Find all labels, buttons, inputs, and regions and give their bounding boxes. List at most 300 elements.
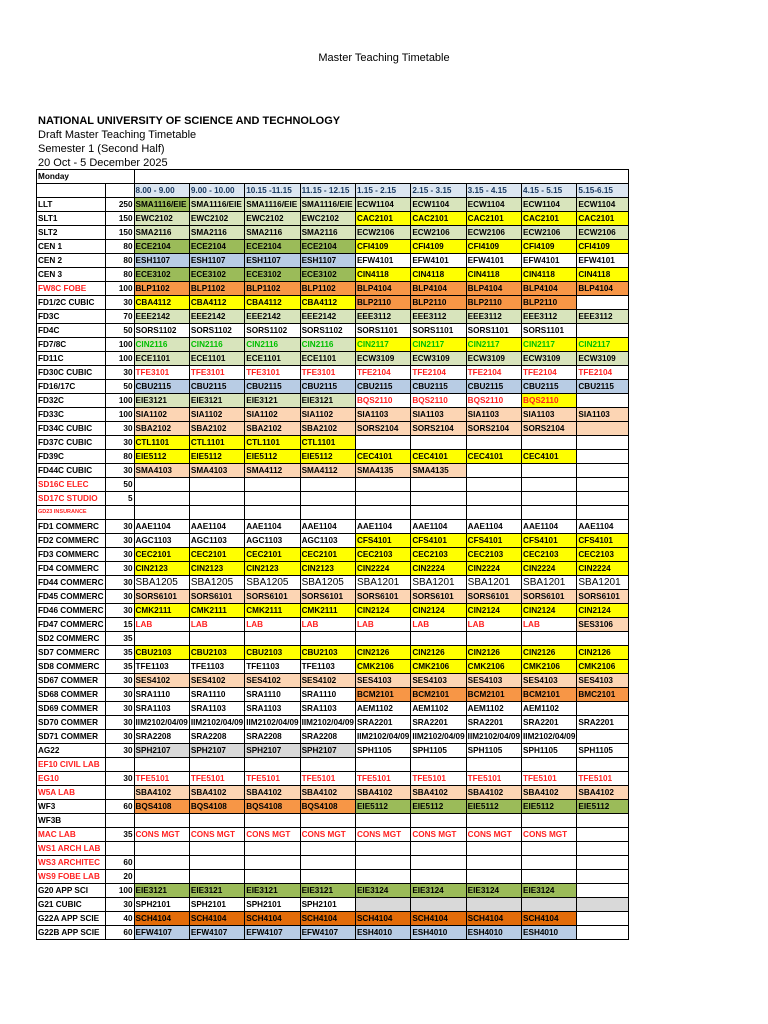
- course-cell: CONS MGT: [300, 828, 355, 842]
- timetable-row: [37, 772, 629, 786]
- course-cell: CBU2115: [577, 380, 629, 394]
- course-cell: CFS4101: [355, 534, 410, 548]
- course-cell: [577, 856, 629, 870]
- course-cell: [355, 436, 410, 450]
- capacity-cell: 50: [105, 324, 134, 338]
- course-cell: [522, 758, 577, 772]
- course-cell: LAB: [411, 618, 466, 632]
- course-cell: CBU2103: [134, 646, 189, 660]
- course-cell: TFE5101: [300, 772, 355, 786]
- course-cell: CBA4112: [245, 296, 300, 310]
- room-name-cell: CEN 2: [37, 254, 106, 268]
- course-cell: [300, 758, 355, 772]
- day-label: Monday: [37, 170, 135, 184]
- course-cell: CEC2101: [245, 548, 300, 562]
- timetable-row: [37, 212, 629, 226]
- course-cell: CIN2124: [577, 604, 629, 618]
- course-cell: CIN4118: [466, 268, 521, 282]
- course-cell: CFS4101: [577, 534, 629, 548]
- course-cell: EIE5112: [466, 800, 521, 814]
- course-cell: [577, 632, 629, 646]
- course-cell: SES4102: [300, 674, 355, 688]
- timetable-row: [37, 296, 629, 310]
- course-cell: BLP2110: [411, 296, 466, 310]
- course-cell: SBA1201: [411, 576, 466, 590]
- course-cell: SBA4102: [189, 786, 244, 800]
- course-cell: EWC2102: [134, 212, 189, 226]
- room-name-cell: SD8 COMMERC: [37, 660, 106, 674]
- course-cell: SRA1103: [189, 702, 244, 716]
- course-cell: SIA1103: [522, 408, 577, 422]
- course-cell: CEC4101: [466, 450, 521, 464]
- course-cell: BLP4104: [522, 282, 577, 296]
- course-cell: EEE2142: [134, 310, 189, 324]
- capacity-cell: [105, 842, 134, 856]
- course-cell: CTL1101: [134, 436, 189, 450]
- course-cell: [577, 884, 629, 898]
- capacity-cell: 30: [105, 548, 134, 562]
- timetable-row: [37, 534, 629, 548]
- course-cell: [355, 478, 410, 492]
- course-cell: [411, 436, 466, 450]
- course-cell: SRA2201: [466, 716, 521, 730]
- course-cell: SBA4102: [134, 786, 189, 800]
- course-cell: ECE2104: [245, 240, 300, 254]
- course-cell: TFE5101: [355, 772, 410, 786]
- course-cell: [466, 506, 521, 520]
- course-cell: ECE3102: [300, 268, 355, 282]
- course-cell: EIE5112: [134, 450, 189, 464]
- course-cell: [355, 842, 410, 856]
- room-name-cell: FD16/17C: [37, 380, 106, 394]
- course-cell: CMK2111: [300, 604, 355, 618]
- course-cell: [577, 758, 629, 772]
- room-name-cell: SD17C STUDIO: [37, 492, 106, 506]
- course-cell: EIE3124: [466, 884, 521, 898]
- course-cell: EFW4101: [411, 254, 466, 268]
- time-slot-header: 4.15 - 5.15: [522, 184, 577, 198]
- course-cell: [300, 842, 355, 856]
- course-cell: SPH1105: [411, 744, 466, 758]
- course-cell: SMA2116: [300, 226, 355, 240]
- room-name-cell: W5A LAB: [37, 786, 106, 800]
- course-cell: [189, 842, 244, 856]
- timetable-row: [37, 436, 629, 450]
- course-cell: BLP2110: [522, 296, 577, 310]
- course-cell: EIE3121: [134, 884, 189, 898]
- course-cell: SBA1205: [300, 576, 355, 590]
- capacity-cell: 150: [105, 212, 134, 226]
- course-cell: BLP4104: [411, 282, 466, 296]
- course-cell: SORS1102: [300, 324, 355, 338]
- course-cell: CAC2101: [355, 212, 410, 226]
- course-cell: AAE1104: [577, 520, 629, 534]
- course-cell: SMA2116: [134, 226, 189, 240]
- timetable-row: [37, 632, 629, 646]
- course-cell: CIN4118: [355, 268, 410, 282]
- course-cell: [577, 506, 629, 520]
- course-cell: CTL1101: [300, 436, 355, 450]
- course-cell: [466, 436, 521, 450]
- course-cell: SBA2102: [245, 422, 300, 436]
- timetable-row: [37, 492, 629, 506]
- capacity-cell: 30: [105, 436, 134, 450]
- course-cell: ECE2104: [134, 240, 189, 254]
- course-cell: EWC2102: [300, 212, 355, 226]
- course-cell: LAB: [522, 618, 577, 632]
- course-cell: EIE5112: [355, 800, 410, 814]
- course-cell: IIM2102/04/09: [466, 730, 521, 744]
- course-cell: SBA1205: [189, 576, 244, 590]
- capacity-cell: 30: [105, 730, 134, 744]
- course-cell: BLP2110: [466, 296, 521, 310]
- capacity-cell: 80: [105, 268, 134, 282]
- timetable-row: [37, 884, 629, 898]
- course-cell: [245, 758, 300, 772]
- course-cell: EFW4101: [466, 254, 521, 268]
- timetable-row: [37, 240, 629, 254]
- course-cell: SORS6101: [577, 590, 629, 604]
- course-cell: CIN2126: [466, 646, 521, 660]
- course-cell: CIN2126: [355, 646, 410, 660]
- course-cell: CTL1101: [189, 436, 244, 450]
- course-cell: CEC4101: [411, 450, 466, 464]
- timetable-row: [37, 310, 629, 324]
- time-slot-header: 9.00 - 10.00: [189, 184, 244, 198]
- course-cell: CBU2115: [300, 380, 355, 394]
- course-cell: SMA1116/EIE: [300, 198, 355, 212]
- timetable-table: [36, 169, 629, 940]
- course-cell: TFE5101: [411, 772, 466, 786]
- timetable-row: [37, 324, 629, 338]
- course-cell: SBA2102: [189, 422, 244, 436]
- course-cell: CIN4118: [577, 268, 629, 282]
- course-cell: CFS4101: [466, 534, 521, 548]
- course-cell: SMA4103: [134, 464, 189, 478]
- course-cell: SRA2208: [134, 730, 189, 744]
- course-cell: LAB: [300, 618, 355, 632]
- course-cell: SIA1102: [189, 408, 244, 422]
- page-title: Master Teaching Timetable: [318, 52, 450, 64]
- course-cell: AGC1103: [189, 534, 244, 548]
- course-cell: [245, 492, 300, 506]
- course-cell: EIE3121: [300, 884, 355, 898]
- capacity-cell: 40: [105, 912, 134, 926]
- course-cell: CEC4101: [522, 450, 577, 464]
- course-cell: ECW1104: [577, 198, 629, 212]
- course-cell: EEE3112: [466, 310, 521, 324]
- course-cell: SORS6101: [466, 590, 521, 604]
- course-cell: SORS1102: [245, 324, 300, 338]
- course-cell: SPH1105: [466, 744, 521, 758]
- room-name-cell: FD37C CUBIC: [37, 436, 106, 450]
- day-row-spacer: [134, 170, 629, 184]
- course-cell: SRA1110: [189, 688, 244, 702]
- course-cell: [355, 814, 410, 828]
- room-name-cell: MAC LAB: [37, 828, 106, 842]
- timetable-row: [37, 478, 629, 492]
- course-cell: IIM2102/04/09: [300, 716, 355, 730]
- course-cell: [577, 478, 629, 492]
- capacity-cell: 30: [105, 534, 134, 548]
- course-cell: [522, 870, 577, 884]
- course-cell: [189, 856, 244, 870]
- course-cell: SPH1105: [522, 744, 577, 758]
- timetable-row: [37, 786, 629, 800]
- timetable-row: [37, 800, 629, 814]
- course-cell: CIN2116: [134, 338, 189, 352]
- course-cell: EFW4101: [577, 254, 629, 268]
- course-cell: [300, 478, 355, 492]
- capacity-cell: 80: [105, 240, 134, 254]
- course-cell: [245, 632, 300, 646]
- course-cell: SMA2116: [245, 226, 300, 240]
- course-cell: SPH2101: [134, 898, 189, 912]
- course-cell: SPH2107: [134, 744, 189, 758]
- document-subtitle: Draft Master Teaching Timetable: [38, 129, 197, 141]
- course-cell: LAB: [134, 618, 189, 632]
- course-cell: [466, 814, 521, 828]
- course-cell: [245, 842, 300, 856]
- course-cell: EIE3121: [189, 394, 244, 408]
- course-cell: ECE1101: [300, 352, 355, 366]
- course-cell: EEE2142: [300, 310, 355, 324]
- course-cell: [577, 422, 629, 436]
- course-cell: SBA4102: [411, 786, 466, 800]
- course-cell: CEC2103: [466, 548, 521, 562]
- room-name-cell: FD34C CUBIC: [37, 422, 106, 436]
- course-cell: EEE3112: [577, 310, 629, 324]
- timetable-row: [37, 912, 629, 926]
- course-cell: CIN2123: [134, 562, 189, 576]
- capacity-cell: 30: [105, 296, 134, 310]
- room-name-cell: FD47 COMMERC: [37, 618, 106, 632]
- capacity-cell: 100: [105, 884, 134, 898]
- course-cell: [522, 632, 577, 646]
- timetable-row: [37, 394, 629, 408]
- course-cell: ECW1104: [411, 198, 466, 212]
- course-cell: ESH1107: [245, 254, 300, 268]
- course-cell: CONS MGT: [134, 828, 189, 842]
- course-cell: ECW3109: [411, 352, 466, 366]
- course-cell: SPH2107: [189, 744, 244, 758]
- course-cell: BLP4104: [466, 282, 521, 296]
- course-cell: [300, 856, 355, 870]
- course-cell: [522, 436, 577, 450]
- course-cell: SBA1201: [466, 576, 521, 590]
- course-cell: ECW1104: [466, 198, 521, 212]
- course-cell: ECE2104: [300, 240, 355, 254]
- course-cell: EEE2142: [245, 310, 300, 324]
- course-cell: BQS4108: [245, 800, 300, 814]
- course-cell: [411, 856, 466, 870]
- course-cell: CAC2101: [522, 212, 577, 226]
- course-cell: CIN4118: [522, 268, 577, 282]
- course-cell: CBU2115: [189, 380, 244, 394]
- time-slot-header: 5.15-6.15: [577, 184, 629, 198]
- course-cell: [466, 464, 521, 478]
- course-cell: SORS6101: [522, 590, 577, 604]
- timetable-row: [37, 758, 629, 772]
- course-cell: [411, 758, 466, 772]
- capacity-cell: 70: [105, 310, 134, 324]
- course-cell: [466, 492, 521, 506]
- room-name-cell: FD33C: [37, 408, 106, 422]
- room-name-cell: WF3B: [37, 814, 106, 828]
- capacity-cell: 30: [105, 702, 134, 716]
- timetable-row: [37, 674, 629, 688]
- course-cell: CIN2117: [577, 338, 629, 352]
- capacity-cell: 30: [105, 464, 134, 478]
- room-name-cell: SD69 COMMER: [37, 702, 106, 716]
- course-cell: SES4102: [245, 674, 300, 688]
- course-cell: [577, 814, 629, 828]
- course-cell: [522, 506, 577, 520]
- course-cell: CFI4109: [522, 240, 577, 254]
- date-range: 20 Oct - 5 December 2025: [38, 157, 168, 169]
- day-row: [37, 170, 629, 184]
- course-cell: LAB: [466, 618, 521, 632]
- capacity-cell: 50: [105, 478, 134, 492]
- course-cell: SES4103: [577, 674, 629, 688]
- timetable-row: [37, 604, 629, 618]
- room-name-cell: LLT: [37, 198, 106, 212]
- timetable-row: [37, 198, 629, 212]
- course-cell: [411, 506, 466, 520]
- course-cell: SIA1102: [134, 408, 189, 422]
- course-cell: [189, 758, 244, 772]
- course-cell: ECW3109: [522, 352, 577, 366]
- timetable-row: [37, 268, 629, 282]
- course-cell: SES3106: [577, 618, 629, 632]
- course-cell: CAC2101: [577, 212, 629, 226]
- course-cell: [577, 450, 629, 464]
- course-cell: CBU2103: [189, 646, 244, 660]
- course-cell: ESH4010: [411, 926, 466, 940]
- course-cell: CONS MGT: [245, 828, 300, 842]
- room-name-cell: FD2 COMMERC: [37, 534, 106, 548]
- course-cell: [577, 324, 629, 338]
- course-cell: EIE5112: [245, 450, 300, 464]
- course-cell: ECW2106: [355, 226, 410, 240]
- timetable-row: [37, 282, 629, 296]
- room-name-cell: G22A APP SCIE: [37, 912, 106, 926]
- course-cell: BCM2101: [355, 688, 410, 702]
- course-cell: CMK2106: [411, 660, 466, 674]
- course-cell: ECE3102: [134, 268, 189, 282]
- room-name-cell: FD7/8C: [37, 338, 106, 352]
- room-name-cell: FD4C: [37, 324, 106, 338]
- course-cell: SES4102: [134, 674, 189, 688]
- room-name-cell: FD44 COMMERC: [37, 576, 106, 590]
- course-cell: ESH1107: [300, 254, 355, 268]
- capacity-cell: 100: [105, 408, 134, 422]
- course-cell: SRA1110: [134, 688, 189, 702]
- course-cell: SRA1103: [300, 702, 355, 716]
- timetable-row: [37, 856, 629, 870]
- room-name-cell: G21 CUBIC: [37, 898, 106, 912]
- course-cell: [134, 758, 189, 772]
- course-cell: TFE2104: [355, 366, 410, 380]
- course-cell: SMA4112: [245, 464, 300, 478]
- capacity-cell: 30: [105, 604, 134, 618]
- room-name-cell: G20 APP SCI: [37, 884, 106, 898]
- capacity-cell: [105, 786, 134, 800]
- course-cell: CAC2101: [466, 212, 521, 226]
- course-cell: [245, 870, 300, 884]
- course-cell: CFS4101: [411, 534, 466, 548]
- course-cell: [355, 870, 410, 884]
- timetable-row: [37, 618, 629, 632]
- room-name-cell: EF10 CIVIL LAB: [37, 758, 106, 772]
- course-cell: CBU2115: [245, 380, 300, 394]
- course-cell: [300, 632, 355, 646]
- capacity-cell: 35: [105, 828, 134, 842]
- course-cell: SBA4102: [300, 786, 355, 800]
- document-header: [38, 114, 340, 170]
- timetable-row: [37, 366, 629, 380]
- timetable-row: [37, 562, 629, 576]
- course-cell: CIN2224: [466, 562, 521, 576]
- course-cell: SBA4102: [355, 786, 410, 800]
- course-cell: SBA1201: [355, 576, 410, 590]
- course-cell: ECE1101: [134, 352, 189, 366]
- timetable-row: [37, 520, 629, 534]
- room-header-cell: [37, 184, 106, 198]
- timetable-row: [37, 422, 629, 436]
- course-cell: AAE1104: [189, 520, 244, 534]
- course-cell: CEC2103: [577, 548, 629, 562]
- course-cell: [577, 702, 629, 716]
- room-name-cell: AG22: [37, 744, 106, 758]
- capacity-cell: 60: [105, 856, 134, 870]
- course-cell: SRA2201: [522, 716, 577, 730]
- course-cell: SES4103: [466, 674, 521, 688]
- course-cell: EIE3121: [189, 884, 244, 898]
- course-cell: SPH1105: [577, 744, 629, 758]
- course-cell: CFI4109: [411, 240, 466, 254]
- course-cell: [411, 870, 466, 884]
- time-slot-header: 8.00 - 9.00: [134, 184, 189, 198]
- course-cell: TFE3101: [189, 366, 244, 380]
- course-cell: SORS6101: [134, 590, 189, 604]
- course-cell: EIE5112: [300, 450, 355, 464]
- room-name-cell: FD1/2C CUBIC: [37, 296, 106, 310]
- course-cell: CMK2106: [466, 660, 521, 674]
- course-cell: SIA1102: [245, 408, 300, 422]
- capacity-cell: 30: [105, 520, 134, 534]
- timetable-row: [37, 338, 629, 352]
- course-cell: AEM1102: [466, 702, 521, 716]
- course-cell: CONS MGT: [355, 828, 410, 842]
- timetable-row: [37, 576, 629, 590]
- course-cell: BQS4108: [134, 800, 189, 814]
- room-name-cell: SLT2: [37, 226, 106, 240]
- course-cell: ECE2104: [189, 240, 244, 254]
- course-cell: CIN2117: [466, 338, 521, 352]
- room-name-cell: FD46 COMMERC: [37, 604, 106, 618]
- timetable-row: [37, 870, 629, 884]
- timetable-row: [37, 688, 629, 702]
- course-cell: SMA2116: [189, 226, 244, 240]
- capacity-cell: 250: [105, 198, 134, 212]
- course-cell: CEC4101: [355, 450, 410, 464]
- course-cell: [522, 856, 577, 870]
- course-cell: EEE3112: [355, 310, 410, 324]
- room-name-cell: EG10: [37, 772, 106, 786]
- course-cell: [577, 730, 629, 744]
- course-cell: CONS MGT: [189, 828, 244, 842]
